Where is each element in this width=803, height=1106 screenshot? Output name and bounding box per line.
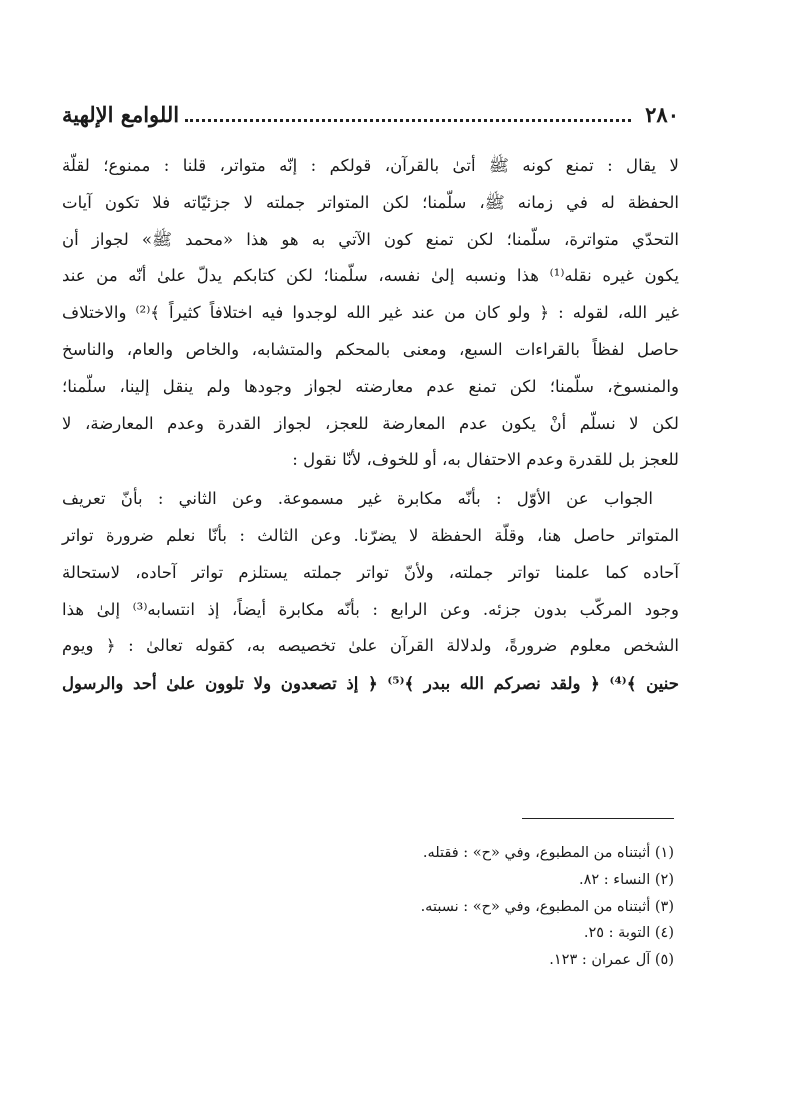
text-line: غير الله، لقوله : ﴿ ولو كان من عند غير الله لوجدوا فيه اختلافاً كثيراً ﴾⁽²⁾ والاختلاف: [62, 303, 679, 323]
footnote-separator: [522, 818, 674, 819]
text-line: وجود المركّب بدون جزئه. وعن الرابع : بأنّه مكابرة أيضاً، إذ انتسابه⁽³⁾ إلىٰ هذا: [62, 599, 679, 619]
text-line: والمنسوخ، سلّمنا؛ لكن تمنع عدم معارضته لجواز وجودها ولم ينقل إلينا، سلّمنا؛: [62, 376, 679, 396]
header-dot-leader: [185, 119, 631, 122]
running-title: اللوامع الإلهية: [62, 101, 180, 127]
text-line: يكون غيره نقله⁽¹⁾ هذا ونسبه إلىٰ نفسه، سلّمنا؛ لكن كتابكم يدلّ علىٰ أنّه من عند: [62, 266, 679, 286]
footnote-3: (٣) أثبتناه من المطبوع، وفي «ح» : نسبته.: [420, 898, 674, 915]
footnote-5: (٥) آل عمران : ١٢٣.: [549, 952, 674, 969]
text-line: حاصل لفظاً بالقراءات السبع، ومعنى بالمحكم والمتشابه، والخاص والعام، والناسخ: [62, 339, 679, 359]
text-line: الشخص معلوم ضرورةً، ولدلالة القرآن علىٰ تخصيصه به، كقوله تعالىٰ : ﴿ ويوم: [62, 636, 679, 656]
main-text: [62, 148, 679, 702]
text-line: آحاده كما علمنا تواتر جملته، ولأنّ تواتر جملته يستلزم تواتر آحاده، لاستحالة: [62, 562, 679, 582]
text-line: الحفظة له في زمانه ﷺ، سلّمنا؛ لكن المتواتر جملته لا جزئيّاته فلا تكون آيات: [62, 192, 679, 212]
running-header: [62, 94, 679, 134]
page-number: ٢٨٠: [645, 101, 679, 127]
footnote-1: (١) أثبتناه من المطبوع، وفي «ح» : فقتله.: [422, 845, 674, 861]
text-line: التحدّي متواترة، سلّمنا؛ لكن تمنع كون الآتي به هو هذا «محمد ﷺ» لجواز أن: [62, 229, 679, 249]
footnote-2: (٢) النساء : ٨٢.: [578, 871, 674, 888]
text-line: المتواتر حاصل هنا، وقلّة الحفظة لا يضرّنا. وعن الثالث : بأنّا نعلم ضرورة تواتر: [62, 525, 679, 545]
text-line: لكن لا نسلّم أنْ يكون عدم المعارضة للعجز، لجواز القدرة وعدم المعارضة، لا: [62, 413, 679, 433]
footnotes: [62, 840, 674, 974]
footnote-4: (٤) التوبة : ٢٥.: [583, 925, 674, 942]
quran-verse-line: حنين ﴾⁽⁴⁾ ﴿ ولقد نصركم الله ببدر ﴾⁽⁵⁾ ﴿ إذ تصعدون ولا تلوون علىٰ أحد والرسول: [62, 673, 679, 694]
text-line: للعجز بل للقدرة وعدم الاحتفال به، أو للخوف، لأنّا نقول :: [292, 450, 679, 470]
text-line: لا يقال : تمنع كونه ﷺ أتىٰ بالقرآن، قولكم : إنّه متواتر، قلنا : ممنوع؛ لقلّة: [62, 156, 679, 175]
paragraph-first-line: الجواب عن الأوّل : بأنّه مكابرة غير مسموعة. وعن الثاني : بأنّ تعريف: [62, 489, 653, 509]
